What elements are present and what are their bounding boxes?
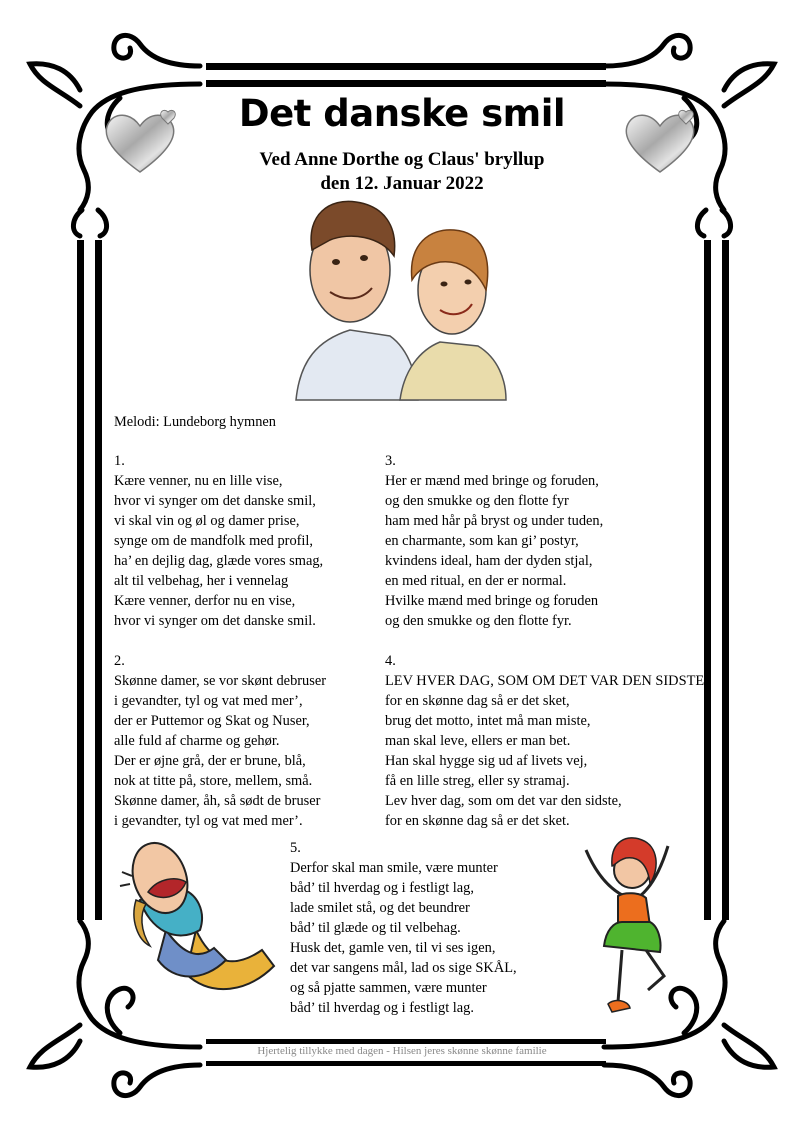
verse-line: for en skønne dag så er det sket, — [385, 693, 570, 709]
top-rules — [206, 63, 606, 87]
verse-line: vi skal vin og øl og damer prise, — [114, 513, 300, 529]
verse-line: i gevandter, tyl og vat med mer’, — [114, 693, 303, 709]
verse-line: hvor vi synger om det danske smil. — [114, 613, 316, 629]
couple-illustration — [296, 201, 506, 400]
verse-line: og den smukke og den flotte fyr. — [385, 613, 572, 629]
left-rules — [77, 240, 102, 920]
verse-line: i gevandter, tyl og vat med mer’. — [114, 813, 303, 829]
verse-line: Der er øjne grå, der er brune, blå, — [114, 753, 306, 769]
verse-line: nok at titte på, store, mellem, små. — [114, 773, 313, 789]
verse-line: båd’ til hverdag og i festligt lag. — [290, 1000, 474, 1016]
verse-2 — [114, 651, 326, 831]
dancing-woman-cartoon — [586, 838, 668, 1012]
verse-line: Derfor skal man smile, være munter — [290, 860, 498, 876]
verse-line: båd’ til hverdag og i festligt lag, — [290, 880, 474, 896]
verse-3 — [385, 451, 603, 631]
verse-4 — [385, 651, 708, 831]
subtitle — [0, 148, 804, 196]
verse-line: få en lille streg, eller sy stramaj. — [385, 773, 570, 789]
verse-line: Skønne damer, se vor skønt debruser — [114, 673, 327, 689]
footer-greeting: Hjertelig tillykke med dagen - Hilsen jeres skønne skønne familie — [257, 1045, 547, 1057]
subtitle-line-2: den 12. Januar 2022 — [320, 173, 484, 194]
verse-line: synge om de mandfolk med profil, — [114, 533, 314, 549]
verse-line: Husk det, gamle ven, til vi ses igen, — [290, 940, 496, 956]
verse-line: Lev hver dag, som om det var den sidste, — [385, 793, 622, 809]
right-rules — [704, 240, 729, 920]
subtitle-line-1: Ved Anne Dorthe og Claus' bryllup — [259, 149, 545, 170]
verse-line: det var sangens mål, lad os sige SKÅL, — [290, 960, 517, 976]
verse-line: for en skønne dag så er det sket. — [385, 813, 570, 829]
verse-line: og den smukke og den flotte fyr — [385, 493, 569, 509]
verse-line: alt til velbehag, her i vennelag — [114, 573, 289, 589]
verse-line: hvor vi synger om det danske smil, — [114, 493, 316, 509]
verse-line: der er Puttemor og Skat og Nuser, — [114, 713, 310, 729]
verse-number: 4. — [385, 653, 396, 669]
verse-line: man skal leve, ellers er man bet. — [385, 733, 571, 749]
page-title: Det danske smil — [238, 92, 566, 135]
verse-line: ha’ en dejlig dag, glæde vores smag, — [114, 553, 324, 569]
verse-line: LEV HVER DAG, SOM OM DET VAR DEN SIDSTE, — [385, 673, 708, 689]
verse-line: båd’ til glæde og til velbehag. — [290, 920, 461, 936]
verse-number: 1. — [114, 453, 125, 469]
verse-5 — [290, 838, 517, 1018]
verse-line: brug det motto, intet må man miste, — [385, 713, 591, 729]
verse-line: Kære venner, derfor nu en vise, — [114, 593, 296, 609]
verse-line: kvindens ideal, ham der dyden stjal, — [385, 553, 593, 569]
verse-number: 5. — [290, 840, 301, 856]
laughing-man-cartoon — [120, 835, 274, 989]
verse-line: en med ritual, en der er normal. — [385, 573, 567, 589]
verse-line: en charmante, som kan gi’ postyr, — [385, 533, 579, 549]
verse-line: Kære venner, nu en lille vise, — [114, 473, 283, 489]
verse-1 — [114, 451, 323, 631]
verse-number: 2. — [114, 653, 125, 669]
verse-line: Han skal hygge sig ud af livets vej, — [385, 753, 588, 769]
verse-line: Her er mænd med bringe og foruden, — [385, 473, 599, 489]
verse-line: og så pjatte sammen, være munter — [290, 980, 487, 996]
verse-line: Skønne damer, åh, så sødt de bruser — [114, 793, 321, 809]
verse-line: Hvilke mænd med bringe og foruden — [385, 593, 599, 609]
verse-line: alle fuld af charme og gehør. — [114, 733, 280, 749]
verse-number: 3. — [385, 453, 396, 469]
verse-line: ham med hår på bryst og under tuden, — [385, 513, 604, 529]
melody-line: Melodi: Lundeborg hymnen — [114, 414, 277, 430]
verse-line: lade smilet stå, og det beundrer — [290, 900, 470, 916]
